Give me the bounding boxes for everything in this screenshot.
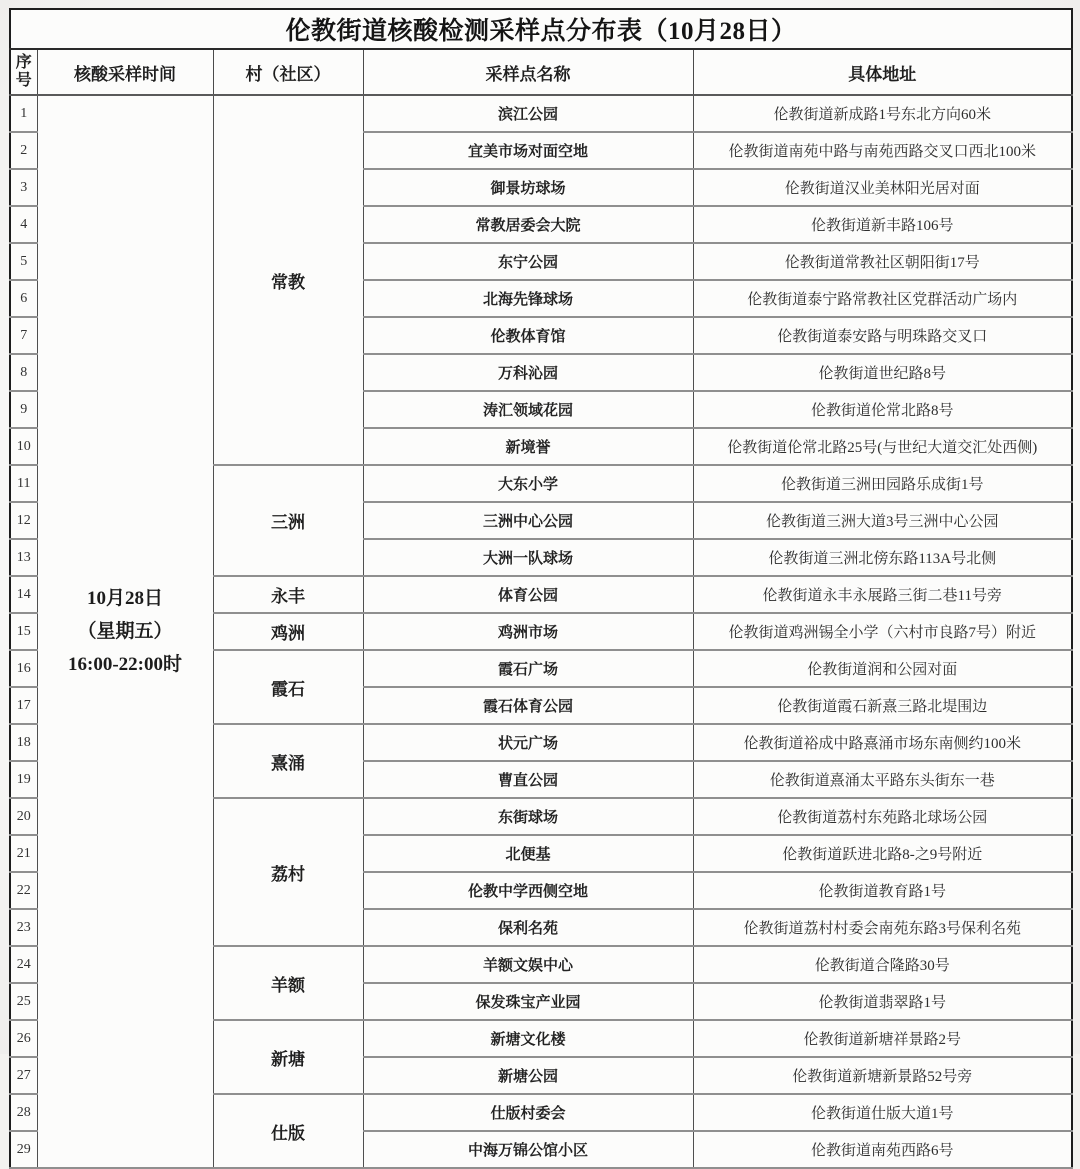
row-index-cell: 3 <box>10 169 37 206</box>
site-name-cell: 新塘公园 <box>363 1057 693 1094</box>
sampling-time-cell <box>37 95 213 1168</box>
address-cell: 伦教街道跃进北路8-之9号附近 <box>693 835 1072 872</box>
site-name-cell: 霞石体育公园 <box>363 687 693 724</box>
village-cell: 霞石 <box>213 650 363 724</box>
village-cell: 羊额 <box>213 946 363 1020</box>
row-index-cell: 18 <box>10 724 37 761</box>
col-header-index: 序号 <box>10 49 37 95</box>
address-cell: 伦教街道世纪路8号 <box>693 354 1072 391</box>
row-index-cell: 2 <box>10 132 37 169</box>
row-index-cell: 7 <box>10 317 37 354</box>
site-name-cell: 鸡洲市场 <box>363 613 693 650</box>
address-cell: 伦教街道伦常北路8号 <box>693 391 1072 428</box>
col-header-time: 核酸采样时间 <box>37 49 213 95</box>
address-cell: 伦教街道裕成中路熹涌市场东南侧约100米 <box>693 724 1072 761</box>
address-cell: 伦教街道南苑中路与南苑西路交叉口西北100米 <box>693 132 1072 169</box>
address-cell: 伦教街道三洲田园路乐成街1号 <box>693 465 1072 502</box>
row-index-cell: 29 <box>10 1131 37 1168</box>
site-name-cell: 新塘文化楼 <box>363 1020 693 1057</box>
row-index-cell: 11 <box>10 465 37 502</box>
site-name-cell: 滨江公园 <box>363 95 693 132</box>
site-name-cell: 中海万锦公馆小区 <box>363 1131 693 1168</box>
address-cell: 伦教街道翡翠路1号 <box>693 983 1072 1020</box>
site-name-cell: 北便基 <box>363 835 693 872</box>
site-name-cell: 大洲一队球场 <box>363 539 693 576</box>
table-body <box>10 95 1072 1168</box>
address-cell: 伦教街道荔村村委会南苑东路3号保利名苑 <box>693 909 1072 946</box>
address-cell: 伦教街道新成路1号东北方向60米 <box>693 95 1072 132</box>
village-cell: 三洲 <box>213 465 363 576</box>
row-index-cell: 1 <box>10 95 37 132</box>
row-index-cell: 21 <box>10 835 37 872</box>
row-index-cell: 8 <box>10 354 37 391</box>
site-name-cell: 大东小学 <box>363 465 693 502</box>
row-index-cell: 26 <box>10 1020 37 1057</box>
sampling-time-line: （星期五） <box>77 620 173 642</box>
site-name-cell: 保发珠宝产业园 <box>363 983 693 1020</box>
address-cell: 伦教街道教育路1号 <box>693 872 1072 909</box>
site-name-cell: 仕版村委会 <box>363 1094 693 1131</box>
page-title: 伦教街道核酸检测采样点分布表（10月28日） <box>10 9 1072 49</box>
sampling-time-line: 16:00-22:00时 <box>68 654 182 676</box>
village-cell: 新塘 <box>213 1020 363 1094</box>
title-row <box>10 9 1072 49</box>
site-name-cell: 曹直公园 <box>363 761 693 798</box>
address-cell: 伦教街道润和公园对面 <box>693 650 1072 687</box>
village-cell: 常教 <box>213 95 363 465</box>
site-name-cell: 新境誉 <box>363 428 693 465</box>
address-cell: 伦教街道新塘祥景路2号 <box>693 1020 1072 1057</box>
col-header-address: 具体地址 <box>693 49 1072 95</box>
row-index-cell: 17 <box>10 687 37 724</box>
address-cell: 伦教街道永丰永展路三街二巷11号旁 <box>693 576 1072 613</box>
row-index-cell: 24 <box>10 946 37 983</box>
site-name-cell: 羊额文娱中心 <box>363 946 693 983</box>
row-index-cell: 25 <box>10 983 37 1020</box>
row-index-cell: 5 <box>10 243 37 280</box>
site-name-cell: 宜美市场对面空地 <box>363 132 693 169</box>
header-row <box>10 49 1072 95</box>
row-index-cell: 16 <box>10 650 37 687</box>
site-name-cell: 东街球场 <box>363 798 693 835</box>
address-cell: 伦教街道合隆路30号 <box>693 946 1072 983</box>
address-cell: 伦教街道汉业美林阳光居对面 <box>693 169 1072 206</box>
row-index-cell: 22 <box>10 872 37 909</box>
village-cell: 永丰 <box>213 576 363 613</box>
site-name-cell: 御景坊球场 <box>363 169 693 206</box>
row-index-cell: 12 <box>10 502 37 539</box>
row-index-cell: 9 <box>10 391 37 428</box>
sampling-time-line: 10月28日 <box>86 587 163 609</box>
address-cell: 伦教街道三洲大道3号三洲中心公园 <box>693 502 1072 539</box>
row-index-cell: 28 <box>10 1094 37 1131</box>
address-cell: 伦教街道三洲北傍东路113A号北侧 <box>693 539 1072 576</box>
site-name-cell: 伦教体育馆 <box>363 317 693 354</box>
row-index-cell: 23 <box>10 909 37 946</box>
row-index-cell: 15 <box>10 613 37 650</box>
row-index-cell: 27 <box>10 1057 37 1094</box>
row-index-cell: 4 <box>10 206 37 243</box>
address-cell: 伦教街道伦常北路25号(与世纪大道交汇处西侧) <box>693 428 1072 465</box>
row-index-cell: 13 <box>10 539 37 576</box>
site-name-cell: 常教居委会大院 <box>363 206 693 243</box>
row-index-cell: 14 <box>10 576 37 613</box>
row-index-cell: 6 <box>10 280 37 317</box>
site-name-cell: 伦教中学西侧空地 <box>363 872 693 909</box>
site-name-cell: 保利名苑 <box>363 909 693 946</box>
village-cell: 仕版 <box>213 1094 363 1168</box>
site-name-cell: 体育公园 <box>363 576 693 613</box>
site-name-cell: 三洲中心公园 <box>363 502 693 539</box>
address-cell: 伦教街道熹涌太平路东头街东一巷 <box>693 761 1072 798</box>
address-cell: 伦教街道鸡洲锡全小学（六村市良路7号）附近 <box>693 613 1072 650</box>
site-name-cell: 状元广场 <box>363 724 693 761</box>
address-cell: 伦教街道新塘新景路52号旁 <box>693 1057 1072 1094</box>
site-name-cell: 北海先锋球场 <box>363 280 693 317</box>
village-cell: 熹涌 <box>213 724 363 798</box>
row-index-cell: 10 <box>10 428 37 465</box>
address-cell: 伦教街道新丰路106号 <box>693 206 1072 243</box>
sampling-points-table <box>9 8 1073 1169</box>
address-cell: 伦教街道泰安路与明珠路交叉口 <box>693 317 1072 354</box>
address-cell: 伦教街道仕版大道1号 <box>693 1094 1072 1131</box>
village-cell: 鸡洲 <box>213 613 363 650</box>
village-cell: 荔村 <box>213 798 363 946</box>
table-row <box>10 95 1072 132</box>
row-index-cell: 20 <box>10 798 37 835</box>
site-name-cell: 万科沁园 <box>363 354 693 391</box>
address-cell: 伦教街道荔村东苑路北球场公园 <box>693 798 1072 835</box>
address-cell: 伦教街道霞石新熹三路北堤围边 <box>693 687 1072 724</box>
col-header-village: 村（社区） <box>213 49 363 95</box>
col-header-site: 采样点名称 <box>363 49 693 95</box>
site-name-cell: 东宁公园 <box>363 243 693 280</box>
row-index-cell: 19 <box>10 761 37 798</box>
site-name-cell: 霞石广场 <box>363 650 693 687</box>
site-name-cell: 涛汇领域花园 <box>363 391 693 428</box>
address-cell: 伦教街道南苑西路6号 <box>693 1131 1072 1168</box>
address-cell: 伦教街道常教社区朝阳街17号 <box>693 243 1072 280</box>
address-cell: 伦教街道泰宁路常教社区党群活动广场内 <box>693 280 1072 317</box>
